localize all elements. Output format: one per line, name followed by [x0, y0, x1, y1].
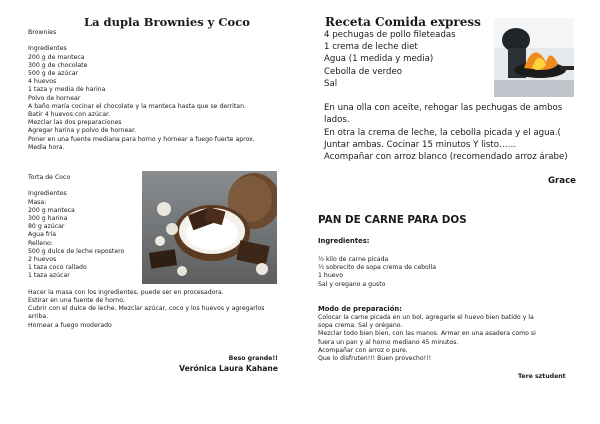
left-author: Verónica Laura Kahane [179, 364, 278, 373]
recipe-line: 500 g dulce de leche repostero [28, 247, 125, 255]
recipe-line: A baño maría cocinar el chocolate y la manteca hasta que se derritan. [28, 102, 246, 110]
ingredient-line: Sal y oregano a gusto [318, 280, 386, 288]
recipe-line: 200 g manteca [28, 206, 75, 214]
step-line: sopa crema. Sal y orégano. [318, 322, 403, 330]
recipe-line: arriba. [28, 313, 49, 321]
recipe-line: 500 g de azúcar [28, 70, 79, 78]
recipe-line: Sal [324, 78, 338, 89]
recipe-line: Agua fría [28, 231, 57, 239]
recipe-line: Ingredientes [28, 190, 67, 198]
recipe-line: Estirar en una fuente de horno. [28, 297, 125, 305]
step-line: Que lo disfruten!!! Buen provecho!!! [318, 355, 432, 363]
recipe-line: 1 crema de leche diet [324, 42, 418, 53]
ingredient-line: 1 huevo [318, 272, 344, 280]
recipe-line: 80 g azúcar [28, 223, 65, 231]
recipe-line: Poner en una fuente mediana para horno y hornear a fuego fuerte aprox. [28, 135, 255, 143]
recipe-line: Acompañar con arroz blanco (recomendado arroz árabe) [324, 152, 568, 163]
ingredient-line: ½ kilo de carne picada [318, 256, 389, 263]
recipe-line: Batir 4 huevos con azúcar. [28, 111, 111, 119]
recipe-line: Juntar ambas. Cocinar 15 minutos Y listo…… [324, 139, 517, 150]
recipe-line: lados. [324, 115, 350, 126]
recipe-line: 1 taza y media de harina [28, 86, 106, 94]
recipe-line: 300 g de chocolate [28, 61, 88, 69]
left-closing: Beso grande!! [228, 355, 278, 362]
recipe-line [28, 37, 255, 45]
step-line: Colocar la carne picada en un bol, agregarle el huevo bien batido y la [318, 314, 534, 321]
recipe-line: Hacer la masa con los ingredientes, puede ser en procesadora. [28, 288, 224, 296]
pan-steps [318, 314, 536, 363]
recipe-line: Polvo de hornear [28, 94, 81, 102]
pan-author: Tere sztudent [518, 373, 566, 380]
step-line: fuera un pan y al horno mediano 45 minutos. [318, 338, 459, 346]
recipe-line: Mezclar las dos preparaciones [28, 119, 122, 127]
recipe-line: En otra la crema de leche, la cebolla picada y el agua.( [324, 127, 561, 138]
recipe-line: Media hora. [28, 143, 65, 151]
recipe-line: 4 huevos [28, 78, 57, 86]
recipe-line: 300 g harina [28, 215, 68, 223]
recipe-line: Brownies [28, 29, 57, 36]
ingredient-line: ½ sobrecito de sopa crema de cebolla [318, 264, 437, 272]
step-line: Acompañar con arroz o pure. [318, 346, 408, 354]
recipe-line: 4 pechugas de pollo fileteadas [324, 30, 456, 40]
recipe-line: Agregar harina y polvo de hornear. [28, 127, 137, 135]
left-recipe-title: La dupla Brownies y Coco [84, 15, 250, 29]
pan-steps-heading: Modo de preparación: [318, 305, 402, 313]
recipe-line: 2 huevos [28, 256, 57, 264]
recipe-line: Ingredientes [28, 45, 67, 53]
recipe-line: Hornear a fuego moderado [28, 321, 112, 329]
recipe-line: Relleno: [28, 239, 53, 247]
recipe-line: En una olla con aceite, rehogar las pechugas de ambos [324, 103, 563, 114]
pan-ingredients [318, 256, 436, 289]
coconut-chocolate-photo [142, 171, 277, 284]
recipe-line: 1 taza azúcar [28, 272, 70, 280]
brownies-recipe [28, 29, 255, 152]
recipe-line: Masa: [28, 198, 47, 206]
recipe-line: Cubrir con el dulce de leche. Mezclar azúcar, coco y los huevos y agregarlos [28, 305, 265, 313]
recipe-line: 1 taza coco rallado [28, 264, 87, 272]
pan-ingredients-heading: Ingredientes: [318, 237, 370, 245]
express-recipe-title: Receta Comida express [325, 15, 481, 29]
pan-de-carne-title: PAN DE CARNE PARA DOS [318, 214, 467, 226]
recipe-line: Torta de Coco [28, 174, 71, 181]
recipe-line: 200 g de manteca [28, 53, 85, 61]
recipe-line: Agua (1 medida y media) [324, 54, 434, 65]
express-author: Grace [548, 176, 577, 186]
step-line: Mezclar todo bien bien, con las manos. Armar en una asadera como si [318, 330, 536, 338]
recipe-line: Cebolla de verdeo [324, 66, 403, 77]
chef-pan-flame-photo [494, 18, 574, 97]
